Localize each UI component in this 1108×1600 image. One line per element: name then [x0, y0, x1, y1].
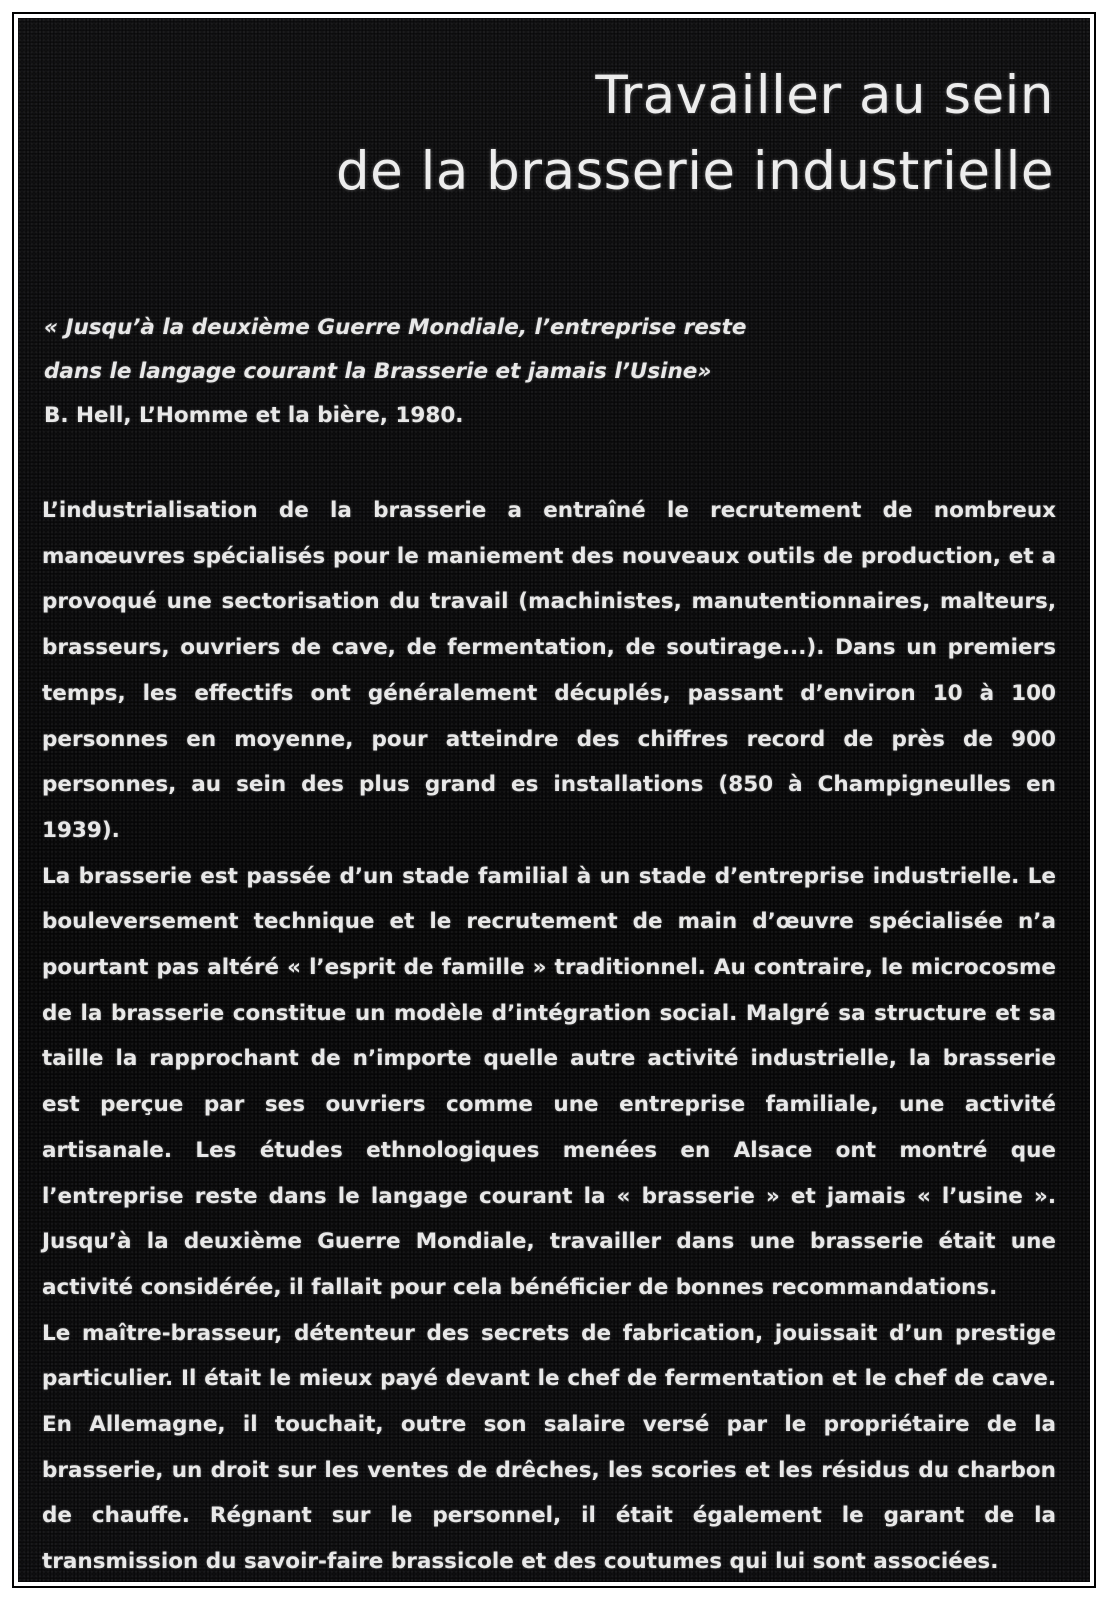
panel-title — [154, 58, 1054, 210]
paragraph-esprit-de-famille: La brasserie est passée d’un stade familial à un stade d’entreprise industrielle. Le bouleversement technique et le recrutement de main d’œuvre spécialisée n’a pourtant pas altéré « l’esprit de famille » traditionnel. Au contraire, le microcosme de la brasserie constitue un modèle d’intégration social. Malgré sa structure et sa taille la rapprochant de n’importe quelle autre activité industrielle, la brasserie est perçue par ses ouvriers comme une entreprise familiale, une activité artisanale. Les études ethnologiques menées en Alsace ont montré que l’entreprise reste dans le langage courant la « brasserie » et jamais « l’usine ». Jusqu’à la deuxième Guerre Mondiale, travailler dans une brasserie était une activité considérée, il fallait pour cela bénéficier de bonnes recommandations. — [42, 863, 1056, 1300]
paragraph-industrialisation: L’industrialisation de la brasserie a entraîné le recrutement de nombreux manœuvres spécialisés pour le maniement des nouveaux outils de production, et a provoqué une sectorisation du travail (machinistes, manutentionnaires, malteurs, brasseurs, ouvriers de cave, de fermentation, de soutirage...). Dans un premiers temps, les effectifs ont généralement décuplés, passant d’environ 10 à 100 personnes en moyenne, pour atteindre des chiffres record de près de 900 personnes, au sein des plus grand es installations (850 à Champigneulles en 1939). — [42, 498, 1056, 843]
body-text — [42, 488, 1056, 1582]
panel-title-line-1: Travailler au sein — [595, 65, 1054, 126]
panel-title-line-2: de la brasserie industrielle — [336, 141, 1054, 202]
quote-source: B. Hell, L’Homme et la bière, 1980. — [44, 403, 464, 428]
exhibit-panel — [18, 18, 1090, 1582]
paragraph-maitre-brasseur: Le maître-brasseur, détenteur des secrets de fabrication, jouissait d’un prestige particulier. Il était le mieux payé devant le chef de fermentation et le chef de cave. En Allemagne, il touchait, outre son salaire versé par le propriétaire de la brasserie, un droit sur les ventes de drêches, les scories et les résidus du charbon de chauffe. Régnant sur le personnel, il était également le garant de la transmission du savoir-faire brassicole et des coutumes qui lui sont associées. — [42, 1320, 1056, 1575]
photo-frame — [12, 12, 1096, 1588]
quote-line-2: dans le langage courant la Brasserie et jamais l’Usine» — [44, 359, 712, 384]
quote-line-1: « Jusqu’à la deuxième Guerre Mondiale, l’entreprise reste — [44, 315, 747, 340]
quote-block — [44, 306, 844, 438]
